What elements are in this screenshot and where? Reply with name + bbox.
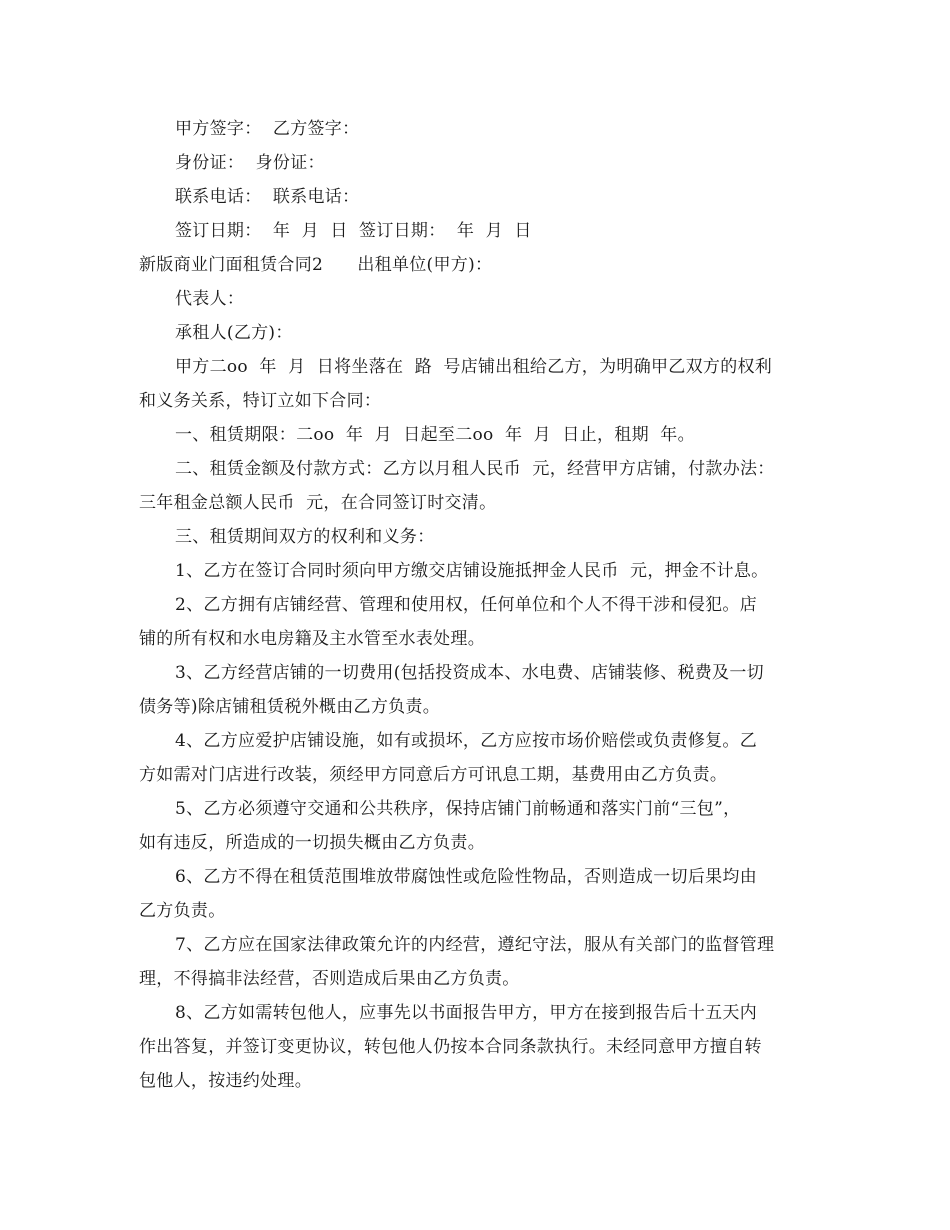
item-1-line: 1、乙方在签订合同时须向甲方缴交店铺设施抵押金人民币 元，押金不计息。 xyxy=(175,561,769,581)
item-4-line: 4、乙方应爱护店铺设施，如有或损坏，乙方应按市场价赔偿或负责修复。乙 xyxy=(175,731,758,751)
lessee-line: 承租人(乙方)： xyxy=(175,323,293,343)
item-7-line: 7、乙方应在国家法律政策允许的内经营，遵纪守法，服从有关部门的监督管理 xyxy=(175,935,775,955)
item-3-line: 债务等)除店铺租赁税外概由乙方负责。 xyxy=(139,697,441,717)
clause-2-line: 三年租金总额人民币 元，在合同签订时交清。 xyxy=(139,493,497,513)
item-6-line: 乙方负责。 xyxy=(139,901,226,921)
item-4-line: 方如需对门店进行改装，须经甲方同意后方可讯息工期，基费用由乙方负责。 xyxy=(139,765,728,785)
paragraph-line: 和义务关系，特订立如下合同： xyxy=(139,391,382,411)
id-card-line: 身份证： 身份证： xyxy=(175,153,325,173)
item-8-line: 8、乙方如需转包他人，应事先以书面报告甲方，甲方在接到报告后十五天内 xyxy=(175,1003,758,1023)
clause-3-heading: 三、租赁期间双方的权利和义务： xyxy=(175,527,435,547)
representative-line: 代表人： xyxy=(175,289,245,309)
item-5-line: 如有违反，所造成的一切损失概由乙方负责。 xyxy=(139,833,485,853)
paragraph-line: 甲方二oo 年 月 日将坐落在 路 号店铺出租给乙方，为明确甲乙双方的权利 xyxy=(175,357,773,377)
item-8-line: 作出答复，并签订变更协议，转包他人仍按本合同条款执行。未经同意甲方擅自转 xyxy=(139,1037,762,1057)
phone-line: 联系电话： 联系电话： xyxy=(175,187,360,207)
item-3-line: 3、乙方经营店铺的一切费用(包括投资成本、水电费、店铺装修、税费及一切 xyxy=(175,663,764,683)
item-6-line: 6、乙方不得在租赁范围堆放带腐蚀性或危险性物品，否则造成一切后果均由 xyxy=(175,867,758,887)
item-2-line: 2、乙方拥有店铺经营、管理和使用权，任何单位和个人不得干涉和侵犯。店 xyxy=(175,595,758,615)
contract-title-line: 新版商业门面租赁合同2 出租单位(甲方)： xyxy=(139,255,493,275)
sign-date-line: 签订日期： 年 月 日 签订日期： 年 月 日 xyxy=(175,221,532,241)
item-5-line: 5、乙方必须遵守交通和公共秩序，保持店铺门前畅通和落实门前“三包”， xyxy=(175,799,741,819)
clause-2-line: 二、租赁金额及付款方式：乙方以月租人民币 元，经营甲方店铺，付款办法： xyxy=(175,459,775,479)
document-page xyxy=(139,112,819,1098)
item-7-line: 理，不得搞非法经营，否则造成后果由乙方负责。 xyxy=(139,969,520,989)
item-8-line: 包他人，按违约处理。 xyxy=(139,1071,312,1091)
item-2-line: 铺的所有权和水电房籍及主水管至水表处理。 xyxy=(139,629,485,649)
signature-line: 甲方签字： 乙方签字： xyxy=(175,119,360,139)
clause-1-line: 一、租赁期限：二oo 年 月 日起至二oo 年 月 日止，租期 年。 xyxy=(175,425,695,445)
